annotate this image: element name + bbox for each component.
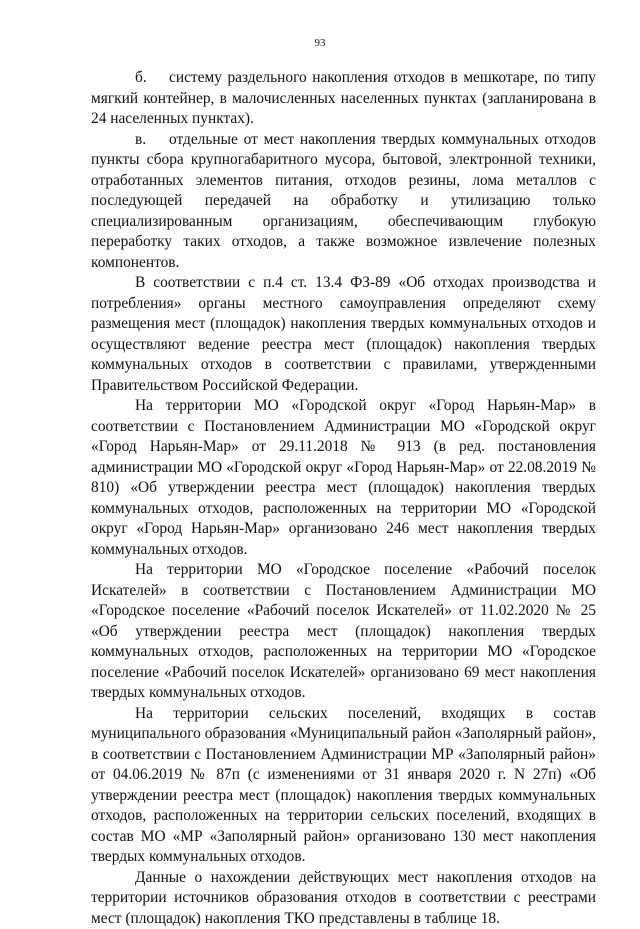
paragraph-fz89: В соответствии с п.4 ст. 13.4 ФЗ-89 «Об отходах производства и потребления» органы местного самоуправления определяют схему размещения мест (площадок) накопления твердых коммунальных отходов и осуществляют ведение реестра мест (площадок) накопления твердых коммунальных отходов в соответствии с правилами, утвержденными Правительством Российской Федерации.	[91, 273, 596, 396]
paragraph-naryan-mar: На территории МО «Городской округ «Город Нарьян-Мар» в соответствии с Постановлением Администрации МО «Городской округ «Город Нарьян-Мар» от 29.11.2018 № 913 (в ред. постановления администрации МО «Городской округ «Город Нарьян-Мар» от 22.08.2019 № 810) «Об утверждении реестра мест (площадок) накопления твердых коммунальных отходов, расположенных на территории МО «Городской округ «Город Нарьян-Мар» организовано 246 мест накопления твердых коммунальных отходов.	[91, 396, 596, 560]
list-item-b	[91, 68, 596, 130]
list-marker: б.	[135, 68, 169, 89]
paragraph-rural-settlements: На территории сельских поселений, входящих в состав муниципального образования «Муниципальный район «Заполярный район», в соответствии с Постановлением Администрации МР «Заполярный район» от 04.06.2019 № 87п (с изменениями от 31 января 2020 г. N 27п) «Об утверждении реестра мест (площадок) накопления твердых коммунальных отходов, расположенных на территории сельских поселений, входящих в состав МО «МР «Заполярный район» организовано 130 мест накопления твердых коммунальных отходов.	[91, 704, 596, 868]
page-number: 93	[0, 37, 640, 50]
paragraph-iskateley: На территории МО «Городское поселение «Рабочий поселок Искателей» в соответствии с Постановлением Администрации МО «Городское поселение «Рабочий поселок Искателей» от 11.02.2020 № 25 «Об утверждении реестра мест (площадок) накопления твердых коммунальных отходов, расположенных на территории МО «Городское поселение «Рабочий поселок Искателей» организовано 69 мест накопления твердых коммунальных отходов.	[91, 560, 596, 704]
list-item-text: систему раздельного накопления отходов в мешкотаре, по типу мягкий контейнер, в малочисленных населенных пунктах (запланирована в 24 населенных пунктах).	[91, 69, 596, 127]
document-body	[91, 68, 596, 929]
list-marker: в.	[135, 130, 169, 151]
list-item-text: отдельные от мест накопления твердых коммунальных отходов пункты сбора крупногабаритного мусора, бытовой, электронной техники, отработанных элементов питания, отходов резины, лома металлов с последующей передачей на обработку и утилизацию только специализированным организациям, обеспечивающим глубокую переработку таких отходов, а также возможное извлечение полезных компонентов.	[91, 131, 596, 271]
list-item-v	[91, 130, 596, 274]
paragraph-table-reference: Данные о нахождении действующих мест накопления отходов на территории источников образования отходов в соответствии с реестрами мест (площадок) накопления ТКО представлены в таблице 18.	[91, 868, 596, 929]
